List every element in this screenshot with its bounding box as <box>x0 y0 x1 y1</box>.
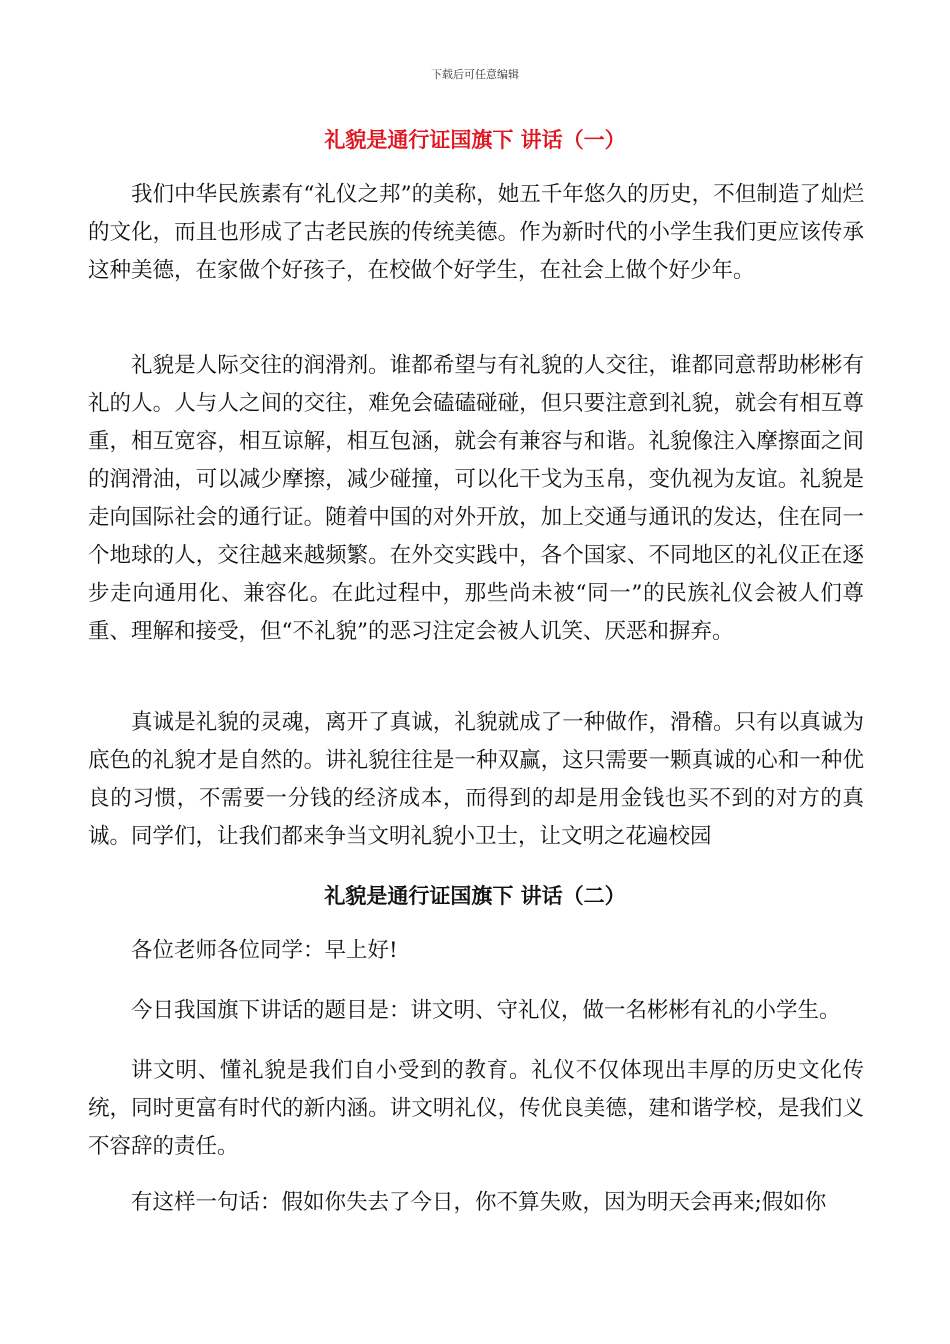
section1-paragraph-2: 礼貌是人际交往的润滑剂。谁都希望与有礼貌的人交往，谁都同意帮助彬彬有礼的人。人与人之间的交往，难免会磕磕碰碰，但只要注意到礼貌，就会有相互尊重，相互宽容，相互谅解，相互包涵，就会有兼容与和谐。礼貌像注入摩擦面之间的润滑油，可以减少摩擦，减少碰撞，可以化干戈为玉帛，变仇视为友谊。礼貌是走向国际社会的通行证。随着中国的对外开放，加上交通与通讯的发达，住在同一个地球的人，交往越来越频繁。在外交实践中，各个国家、不同地区的礼仪正在逐步走向通用化、兼容化。在此过程中，那些尚未被“同一”的民族礼仪会被人们尊重、理解和接受，但“不礼貌”的恶习注定会被人讥笑、厌恶和摒弃。 <box>88 353 864 644</box>
section2-paragraph-topic: 今日我国旗下讲话的题目是：讲文明、守礼仪，做一名彬彬有礼的小学生。 <box>131 998 841 1023</box>
section1-paragraph-3: 真诚是礼貌的灵魂，离开了真诚，礼貌就成了一种做作，滑稽。只有以真诚为底色的礼貌才是自然的。讲礼貌往往是一种双赢，这只需要一颗真诚的心和一种优良的习惯，不需要一分钱的经济成本，而得到的却是用金钱也买不到的对方的真诚。同学们，让我们都来争当文明礼貌小卫士，让文明之花遍校园 <box>88 710 864 849</box>
section2-paragraph-quote: 有这样一句话：假如你失去了今日，你不算失败，因为明天会再来;假如你 <box>131 1190 827 1215</box>
section1-title: 礼貌是通行证国旗下 讲话（一） <box>324 127 626 152</box>
section2-title: 礼貌是通行证国旗下 讲话（二） <box>324 883 626 908</box>
header-note: 下载后可任意编辑 <box>431 68 519 81</box>
section1-paragraph-1: 我们中华民族素有“礼仪之邦”的美称，她五千年悠久的历史，不但制造了灿烂的文化，而且也形成了古老民族的传统美德。作为新时代的小学生我们更应该传承这种美德，在家做个好孩子，在校做个好学生，在社会上做个好少年。 <box>88 182 864 283</box>
section2-paragraph-education: 讲文明、懂礼貌是我们自小受到的教育。礼仪不仅体现出丰厚的历史文化传统，同时更富有时代的新内涵。讲文明礼仪，传优良美德，建和谐学校，是我们义不容辞的责任。 <box>88 1058 864 1159</box>
section2-greeting: 各位老师各位同学：早上好! <box>131 938 398 963</box>
